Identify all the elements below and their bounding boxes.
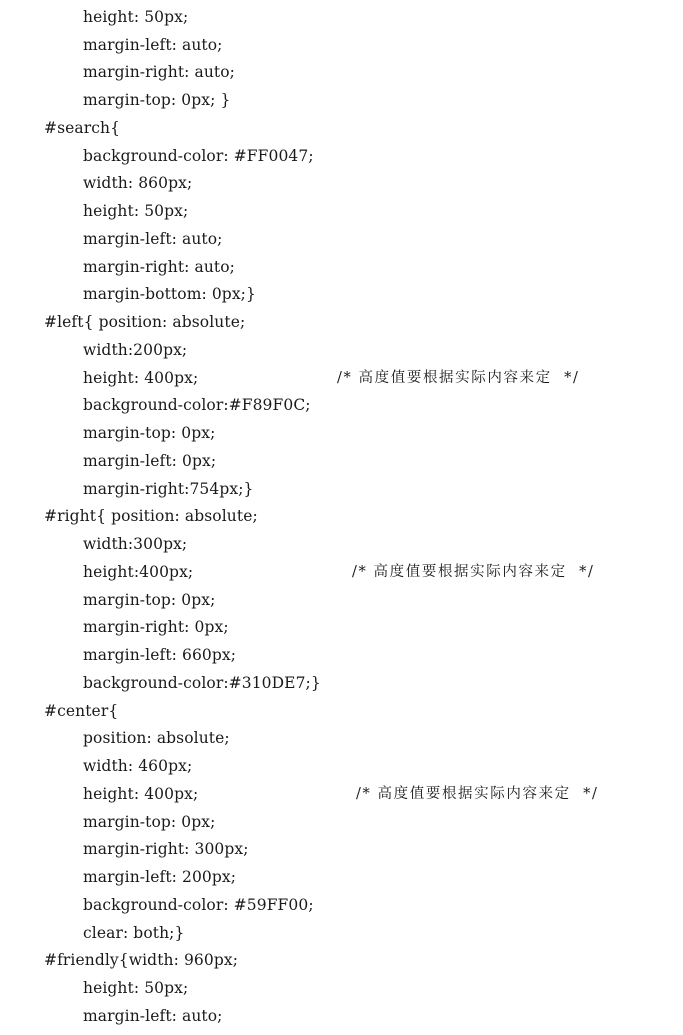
code-line: position: absolute; — [83, 729, 230, 747]
code-line: margin-left: 660px; — [83, 646, 237, 664]
code-line: height: 50px; — [83, 8, 189, 26]
code-line: height: 400px; — [83, 785, 199, 803]
code-line: width: 460px; — [83, 757, 193, 775]
code-line: background-color: #59FF00; — [83, 896, 314, 914]
code-line: height: 50px; — [83, 202, 189, 220]
code-line: height:400px; — [83, 563, 194, 581]
code-line: margin-left: 200px; — [83, 868, 237, 886]
code-line: margin-right: auto; — [83, 258, 236, 276]
code-line: margin-right:754px;} — [83, 480, 254, 498]
code-line: background-color:#F89F0C; — [83, 396, 311, 414]
code-line: #right{ position: absolute; — [44, 507, 258, 525]
code-line: clear: both;} — [83, 924, 185, 942]
code-comment: /* 高度值要根据实际内容来定 */ — [352, 564, 595, 580]
code-line: #friendly{width: 960px; — [44, 951, 239, 969]
code-line: margin-left: auto; — [83, 1007, 223, 1025]
code-line: margin-right: 0px; — [83, 618, 229, 636]
code-line: #search{ — [44, 119, 121, 137]
code-line: margin-top: 0px; — [83, 813, 216, 831]
code-line: #center{ — [44, 702, 119, 720]
code-line: margin-left: auto; — [83, 230, 223, 248]
code-line: margin-top: 0px; } — [83, 91, 231, 109]
code-line: margin-right: auto; — [83, 63, 236, 81]
code-line: width: 860px; — [83, 174, 193, 192]
code-line: background-color: #FF0047; — [83, 147, 314, 165]
code-comment: /* 高度值要根据实际内容来定 */ — [337, 370, 580, 386]
code-line: margin-right: 300px; — [83, 840, 249, 858]
code-comment: /* 高度值要根据实际内容来定 */ — [356, 786, 599, 802]
code-line: margin-bottom: 0px;} — [83, 285, 256, 303]
code-line: width:300px; — [83, 535, 188, 553]
code-line: background-color:#310DE7;} — [83, 674, 321, 692]
code-line: #left{ position: absolute; — [44, 313, 246, 331]
code-line: margin-left: auto; — [83, 36, 223, 54]
code-line: height: 400px; — [83, 369, 199, 387]
code-line: width:200px; — [83, 341, 188, 359]
code-line: height: 50px; — [83, 979, 189, 997]
code-line: margin-left: 0px; — [83, 452, 217, 470]
code-line: margin-top: 0px; — [83, 591, 216, 609]
code-line: margin-top: 0px; — [83, 424, 216, 442]
